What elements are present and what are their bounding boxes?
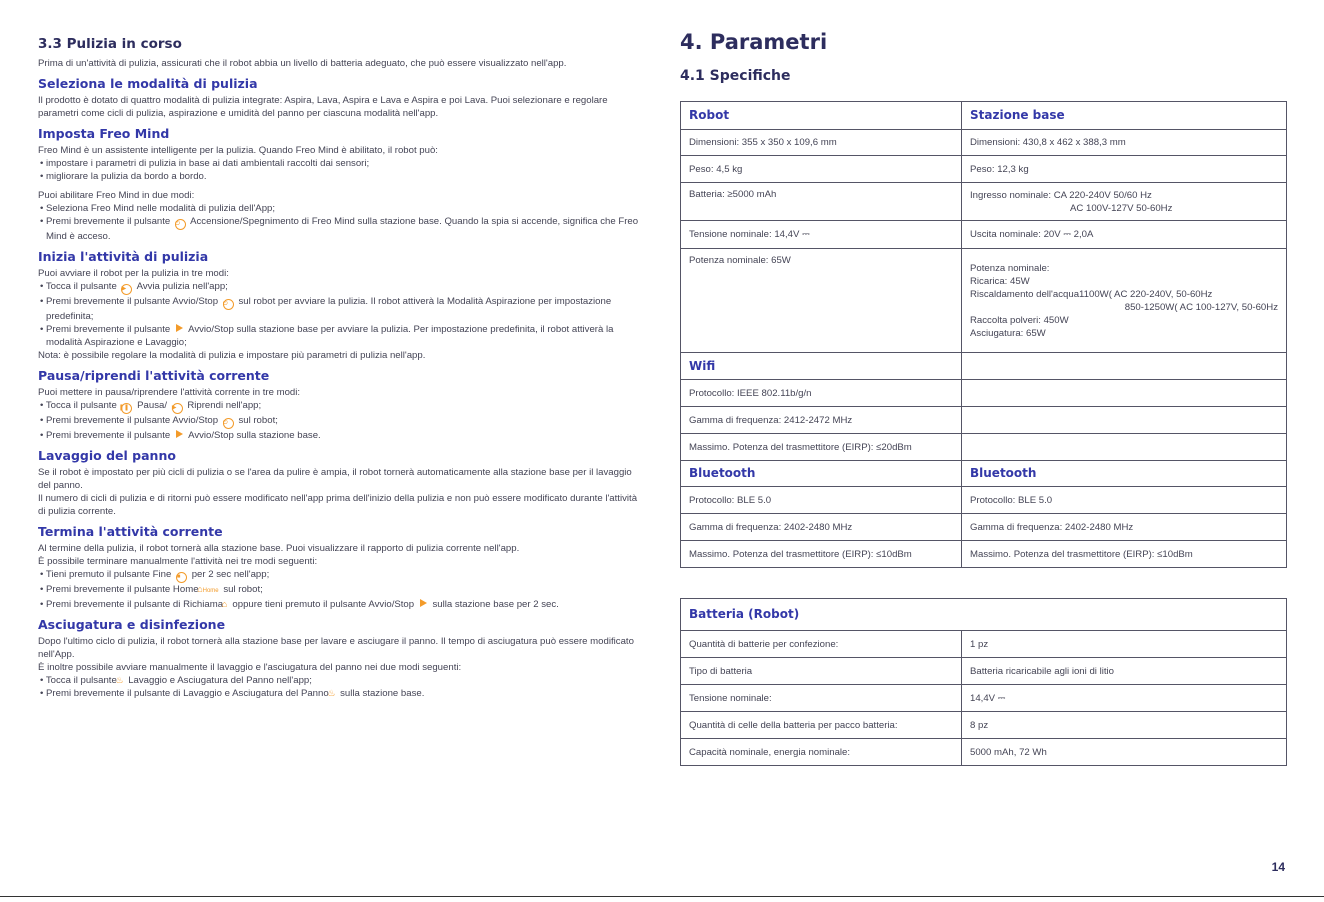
- table-cell: [962, 380, 1287, 407]
- play-triangle-icon: [420, 599, 427, 607]
- table-cell: Capacità nominale, energia nominale:: [681, 739, 962, 766]
- table-cell: [962, 407, 1287, 434]
- bluetooth-header: Bluetooth: [681, 461, 962, 487]
- bullet-text: oppure tieni premuto il pulsante Avvio/Stop: [232, 599, 415, 610]
- start-text: Puoi avviare il robot per la pulizia in tre modi:: [38, 268, 229, 279]
- bullet-text: sul robot;: [223, 584, 263, 595]
- table-row: [681, 249, 1287, 353]
- table-cell: Gamma di frequenza: 2402-2480 MHz: [962, 514, 1287, 541]
- table-cell: Dimensioni: 355 x 350 x 109,6 mm: [681, 130, 962, 156]
- table-cell: Peso: 4,5 kg: [681, 156, 962, 183]
- bullet-text: Riprendi nell'app;: [187, 400, 262, 411]
- battery-header: Batteria (Robot): [681, 599, 1287, 631]
- input-line: Ingresso nominale: CA 220-240V 50/60 Hz: [970, 189, 1152, 201]
- table-cell: Batteria ricaricabile agli ioni di litio: [962, 658, 1287, 685]
- table-cell: [962, 353, 1287, 380]
- bullet-text: sul robot;: [238, 415, 278, 426]
- start-bullet: [38, 280, 644, 295]
- bullet-text: Accensione/Spegnimento di Freo Mind sulla stazione base. Quando la spia si accende, significa che Freo Mind è acceso.: [46, 216, 639, 242]
- table-cell: Massimo. Potenza del trasmettitore (EIRP): ≤10dBm: [681, 541, 962, 568]
- table-row: [681, 221, 1287, 249]
- freo-bullet: • impostare i parametri di pulizia in base ai dati ambientali raccolti dai sensori;: [40, 158, 370, 169]
- power-line: Asciugatura: 65W: [970, 327, 1046, 339]
- home-label: Home: [202, 588, 219, 594]
- start-bullet: [38, 323, 644, 349]
- power-icon: ⏻: [175, 219, 186, 230]
- table-cell: Quantità di batterie per confezione:: [681, 631, 962, 658]
- dry-bullet: [38, 687, 644, 700]
- table-cell: 8 pz: [962, 712, 1287, 739]
- table-row: [681, 487, 1287, 514]
- bullet-text: • Tocca il pulsante: [40, 281, 117, 292]
- resume-icon: ▶: [172, 403, 183, 414]
- freo-bullet: • migliorare la pulizia da bordo a bordo.: [40, 171, 207, 182]
- pause-bullet: [38, 414, 644, 429]
- table-cell: Tensione nominale: 14,4V ⎓: [681, 221, 962, 249]
- pause-bullet: [38, 429, 644, 442]
- power-line: 850-1250W( AC 100-127V, 50-60Hz: [1124, 301, 1278, 313]
- mop-wash-icon: ♨: [115, 675, 124, 685]
- bullet-text: per 2 sec nell'app;: [191, 569, 270, 580]
- power-line: Raccolta polveri: 450W: [970, 314, 1069, 326]
- play-icon: ▶: [121, 284, 132, 295]
- dry-text: Dopo l'ultimo ciclo di pulizia, il robot tornerà alla stazione base per lavare e asciugare il panno. Il tempo di asciugatura può essere modificato nell'App.: [38, 636, 634, 660]
- table-row: [681, 102, 1287, 130]
- freo-text-2: Puoi abilitare Freo Mind in due modi:: [38, 190, 195, 201]
- bullet-text: Avvio/Stop sulla stazione base.: [188, 430, 321, 441]
- wash-text-2: Il numero di cicli di pulizia e di ritorni può essere modificato nell'app prima dell'inizio della pulizia e non può essere modificato durante l'attività di pulizia corrente.: [38, 493, 638, 517]
- dry-bullet: [38, 674, 644, 687]
- bullet-text: • Tocca il pulsante: [40, 675, 117, 686]
- dry-text-2: È inoltre possibile avviare manualmente il lavaggio e l'asciugatura del panno nei due modi seguenti:: [38, 662, 462, 673]
- table-row: [681, 514, 1287, 541]
- table-cell: Tensione nominale:: [681, 685, 962, 712]
- table-cell: [962, 183, 1287, 221]
- bullet-text: • Premi brevemente il pulsante di Lavaggio e Asciugatura del Panno: [40, 688, 329, 699]
- table-cell: 5000 mAh, 72 Wh: [962, 739, 1287, 766]
- home-icon: ⌂Home: [197, 584, 219, 594]
- table-cell: Dimensioni: 430,8 x 462 x 388,3 mm: [962, 130, 1287, 156]
- bullet-text: • Premi brevemente il pulsante Avvio/Stop: [40, 415, 219, 426]
- power-icon: ⏻: [223, 418, 234, 429]
- table-cell: Quantità di celle della batteria per pacco batteria:: [681, 712, 962, 739]
- stop-icon: ■: [176, 572, 187, 583]
- table-row: [681, 599, 1287, 631]
- bullet-text: • Tocca il pulsante: [40, 400, 117, 411]
- wash-title: Lavaggio del panno: [38, 448, 176, 463]
- power-line: Ricarica: 45W: [970, 275, 1030, 287]
- dry-title: Asciugatura e disinfezione: [38, 617, 226, 632]
- table-cell: Uscita nominale: 20V ⎓ 2,0A: [962, 221, 1287, 249]
- bullet-text: • Premi brevemente il pulsante Avvio/Stop: [40, 296, 219, 307]
- table-cell: 14,4V ⎓: [962, 685, 1287, 712]
- freo-bullet: • Seleziona Freo Mind nelle modalità di pulizia dell'App;: [40, 203, 276, 214]
- table-row: [681, 156, 1287, 183]
- modes-text: Il prodotto è dotato di quattro modalità di pulizia integrate: Aspira, Lava, Aspira e Lava e Aspira e poi Lava. Puoi selezionare e regolare parametri come cicli di pulizia, aspirazione e umidità del panno per ciascuna modalità nell'app.: [38, 95, 608, 119]
- robot-header: Robot: [681, 102, 962, 130]
- table-row: [681, 712, 1287, 739]
- table-row: [681, 380, 1287, 407]
- table-cell: Protocollo: BLE 5.0: [962, 487, 1287, 514]
- table-row: [681, 353, 1287, 380]
- play-triangle-icon: [176, 324, 183, 332]
- parameters-title: 4. Parametri: [680, 30, 828, 54]
- power-line: Riscaldamento dell'acqua1100W( AC 220-240V, 50-60Hz: [970, 288, 1213, 300]
- end-text-2: È possibile terminare manualmente l'attività nei tre modi seguenti:: [38, 556, 318, 567]
- bullet-text: • Premi brevemente il pulsante Home: [40, 584, 199, 595]
- bottom-divider: [0, 896, 1324, 897]
- station-header: Stazione base: [962, 102, 1287, 130]
- table-cell: Batteria: ≥5000 mAh: [681, 183, 962, 221]
- battery-table: [680, 598, 1287, 766]
- bullet-text: Lavaggio e Asciugatura del Panno nell'app;: [128, 675, 312, 686]
- bullet-text: • Premi brevemente il pulsante: [40, 216, 171, 227]
- table-row: [681, 739, 1287, 766]
- freo-text: Freo Mind è un assistente intelligente per la pulizia. Quando Freo Mind è abilitato, il robot può:: [38, 145, 438, 156]
- cleaning-section: [38, 36, 644, 700]
- bullet-text: Avvia pulizia nell'app;: [136, 281, 228, 292]
- table-cell: [962, 249, 1287, 353]
- power-icon: ⏻: [223, 299, 234, 310]
- pause-icon: ❚❚: [121, 403, 132, 414]
- start-title: Inizia l'attività di pulizia: [38, 249, 209, 264]
- end-title: Termina l'attività corrente: [38, 524, 223, 539]
- bullet-text: • Premi brevemente il pulsante: [40, 430, 171, 441]
- power-line: Potenza nominale:: [970, 262, 1050, 274]
- freo-title: Imposta Freo Mind: [38, 126, 170, 141]
- pause-title: Pausa/riprendi l'attività corrente: [38, 368, 270, 383]
- wifi-header: Wifi: [681, 353, 962, 380]
- bullet-text: Pausa/: [137, 400, 167, 411]
- wash-text: Se il robot è impostato per più cicli di pulizia o se l'area da pulire è ampia, il robot tornerà automaticamente alla stazione base per il lavaggio del panno.: [38, 467, 632, 491]
- table-row: [681, 631, 1287, 658]
- table-cell: 1 pz: [962, 631, 1287, 658]
- table-row: [681, 541, 1287, 568]
- table-cell: Potenza nominale: 65W: [681, 249, 962, 353]
- specs-title: 4.1 Specifiche: [680, 68, 791, 84]
- mop-dry-icon: ♨: [327, 688, 336, 698]
- play-triangle-icon: [176, 430, 183, 438]
- end-bullet: [38, 568, 644, 583]
- end-bullet: [38, 583, 644, 598]
- bullet-text: sulla stazione base.: [340, 688, 425, 699]
- specs-table: [680, 101, 1287, 568]
- table-row: [681, 685, 1287, 712]
- pause-text: Puoi mettere in pausa/riprendere l'attività corrente in tre modi:: [38, 387, 301, 398]
- table-cell: Massimo. Potenza del trasmettitore (EIRP): ≤20dBm: [681, 434, 962, 461]
- bullet-text: • Premi brevemente il pulsante: [40, 324, 171, 335]
- table-cell: Gamma di frequenza: 2402-2480 MHz: [681, 514, 962, 541]
- table-cell: Tipo di batteria: [681, 658, 962, 685]
- bullet-text: • Premi brevemente il pulsante di Richiama: [40, 599, 224, 610]
- table-row: [681, 658, 1287, 685]
- intro-text: Prima di un'attività di pulizia, assicurati che il robot abbia un livello di batteria adeguato, che può essere visualizzato nell'app.: [38, 58, 567, 69]
- section-title: 3.3 Pulizia in corso: [38, 36, 182, 52]
- table-cell: Gamma di frequenza: 2412-2472 MHz: [681, 407, 962, 434]
- modes-title: Seleziona le modalità di pulizia: [38, 76, 258, 91]
- start-note: Nota: è possibile regolare la modalità di pulizia e impostare più parametri di pulizia nell'app.: [38, 350, 426, 361]
- table-cell: [962, 434, 1287, 461]
- table-row: [681, 183, 1287, 221]
- table-cell: Protocollo: IEEE 802.11b/g/n: [681, 380, 962, 407]
- table-row: [681, 461, 1287, 487]
- freo-bullet: [38, 215, 644, 243]
- bullet-text: sul robot per avviare la pulizia. Il robot attiverà la Modalità Aspirazione per impostazione predefinita;: [46, 296, 612, 322]
- bullet-text: • Tieni premuto il pulsante Fine: [40, 569, 172, 580]
- start-bullet: [38, 295, 644, 323]
- table-cell: Protocollo: BLE 5.0: [681, 487, 962, 514]
- input-line: AC 100V-127V 50-60Hz: [1070, 202, 1173, 214]
- page-number: 14: [1271, 860, 1285, 874]
- pause-bullet: [38, 399, 644, 414]
- table-row: [681, 434, 1287, 461]
- bullet-text: sulla stazione base per 2 sec.: [432, 599, 559, 610]
- table-row: [681, 130, 1287, 156]
- table-cell: Peso: 12,3 kg: [962, 156, 1287, 183]
- table-row: [681, 407, 1287, 434]
- end-bullet: • Premi brevemente il pulsante di Richiama ⌂ oppure tieni premuto il pulsante Avvio/Stop sulla stazione base per 2 sec.: [40, 599, 559, 610]
- bluetooth-header: Bluetooth: [962, 461, 1287, 487]
- parameters-section: [680, 30, 1286, 766]
- bullet-text: Avvio/Stop sulla stazione base per avviare la pulizia. Per impostazione predefinita, il robot attiverà la modalità Aspirazione e Lavaggio;: [46, 324, 614, 348]
- table-cell: Massimo. Potenza del trasmettitore (EIRP): ≤10dBm: [962, 541, 1287, 568]
- end-text: Al termine della pulizia, il robot tornerà alla stazione base. Puoi visualizzare il rapporto di pulizia corrente nell'app.: [38, 543, 520, 554]
